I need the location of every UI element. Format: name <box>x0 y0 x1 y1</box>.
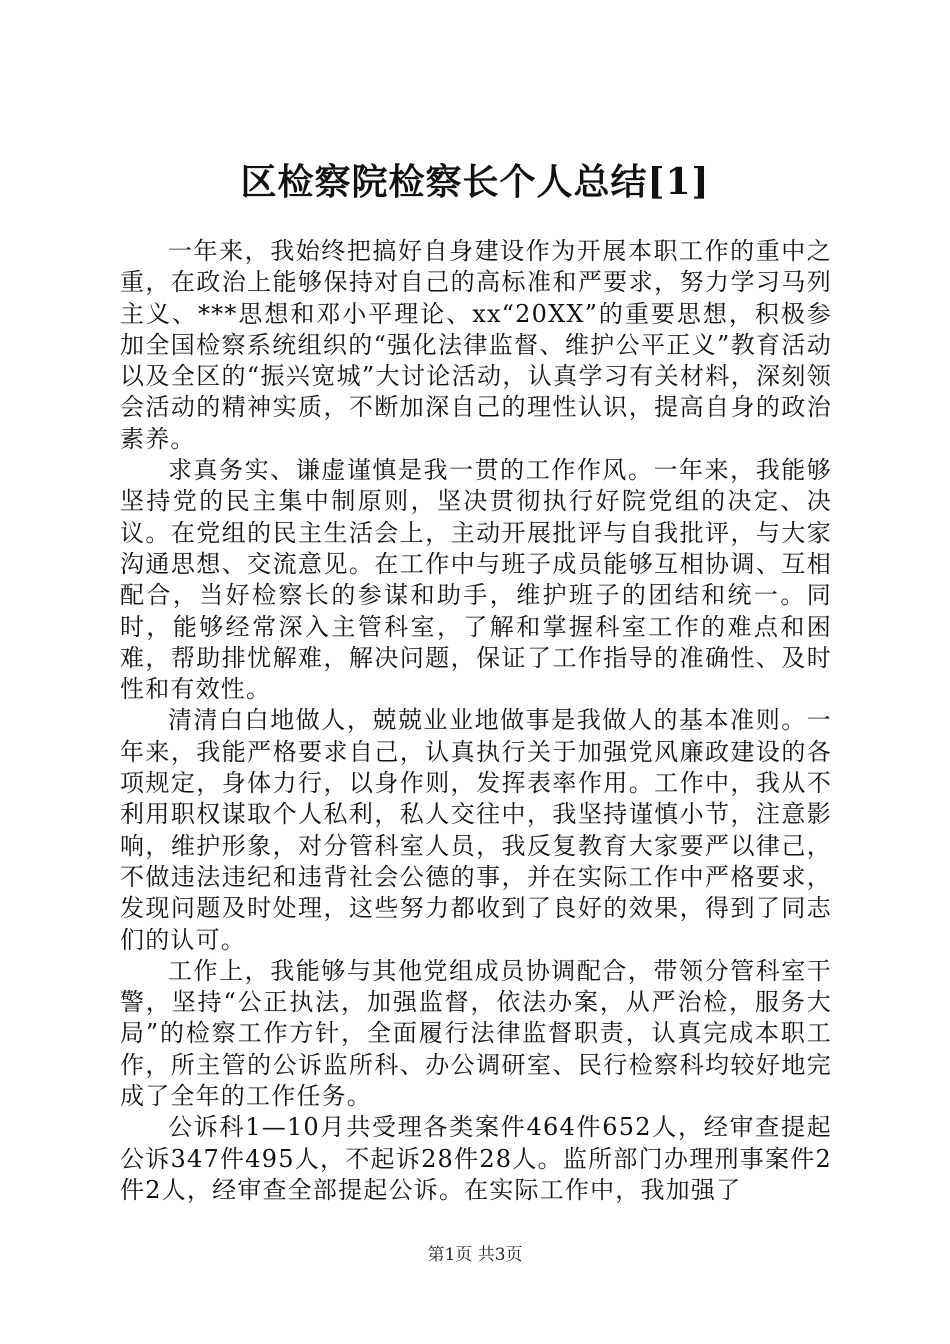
paragraph-5: 公诉科1—10月共受理各类案件464件652人，经审查提起公诉347件495人，不起诉28件28人。监所部门办理刑事案件2件2人，经审查全部提起公诉。在实际工作中，我加强了 <box>120 1113 832 1204</box>
document-body <box>120 236 832 1206</box>
paragraph-3: 清清白白地做人，兢兢业业地做事是我做人的基本准则。一年来，我能严格要求自己，认真执行关于加强党风廉政建设的各项规定，身体力行，以身作则，发挥表率作用。工作中，我从不利用职权谋取个人私利，私人交往中，我坚持谨慎小节，注意影响，维护形象，对分管科室人员，我反复教育大家要严以律己，不做违法违纪和违背社会公德的事，并在实际工作中严格要求，发现问题及时处理，这些努力都收到了良好的效果，得到了同志们的认可。 <box>120 706 832 954</box>
document-title: 区检察院检察长个人总结[1] <box>240 161 710 203</box>
paragraph-2: 求真务实、谦虚谨慎是我一贯的工作作风。一年来，我能够坚持党的民主集中制原则，坚决贯彻执行好院党组的决定、决议。在党组的民主生活会上，主动开展批评与自我批评，与大家沟通思想、交流意见。在工作中与班子成员能够互相协调、互相配合，当好检察长的参谋和助手，维护班子的团结和统一。同时，能够经常深入主管科室，了解和掌握科室工作的难点和困难，帮助排忧解难，解决问题，保证了工作指导的准确性、及时性和有效性。 <box>120 456 832 704</box>
paragraph-1: 一年来，我始终把搞好自身建设作为开展本职工作的重中之重，在政治上能够保持对自己的高标准和严要求，努力学习马列主义、***思想和邓小平理论、xx“20XX”的重要思想，积极参加全国检察系统组织的“强化法律监督、维护公平正义”教育活动以及全区的“振兴宽城”大讨论活动，认真学习有关材料，深刻领会活动的精神实质，不断加深自己的理性认识，提高自身的政治素养。 <box>120 237 832 453</box>
page-number-footer: 第1页 共3页 <box>427 1245 523 1265</box>
paragraph-4: 工作上，我能够与其他党组成员协调配合，带领分管科室干警，坚持“公正执法，加强监督，依法办案，从严治检，服务大局”的检察工作方针，全面履行法律监督职责，认真完成本职工作，所主管的公诉监所科、办公调研室、民行检察科均较好地完成了全年的工作任务。 <box>120 956 832 1111</box>
